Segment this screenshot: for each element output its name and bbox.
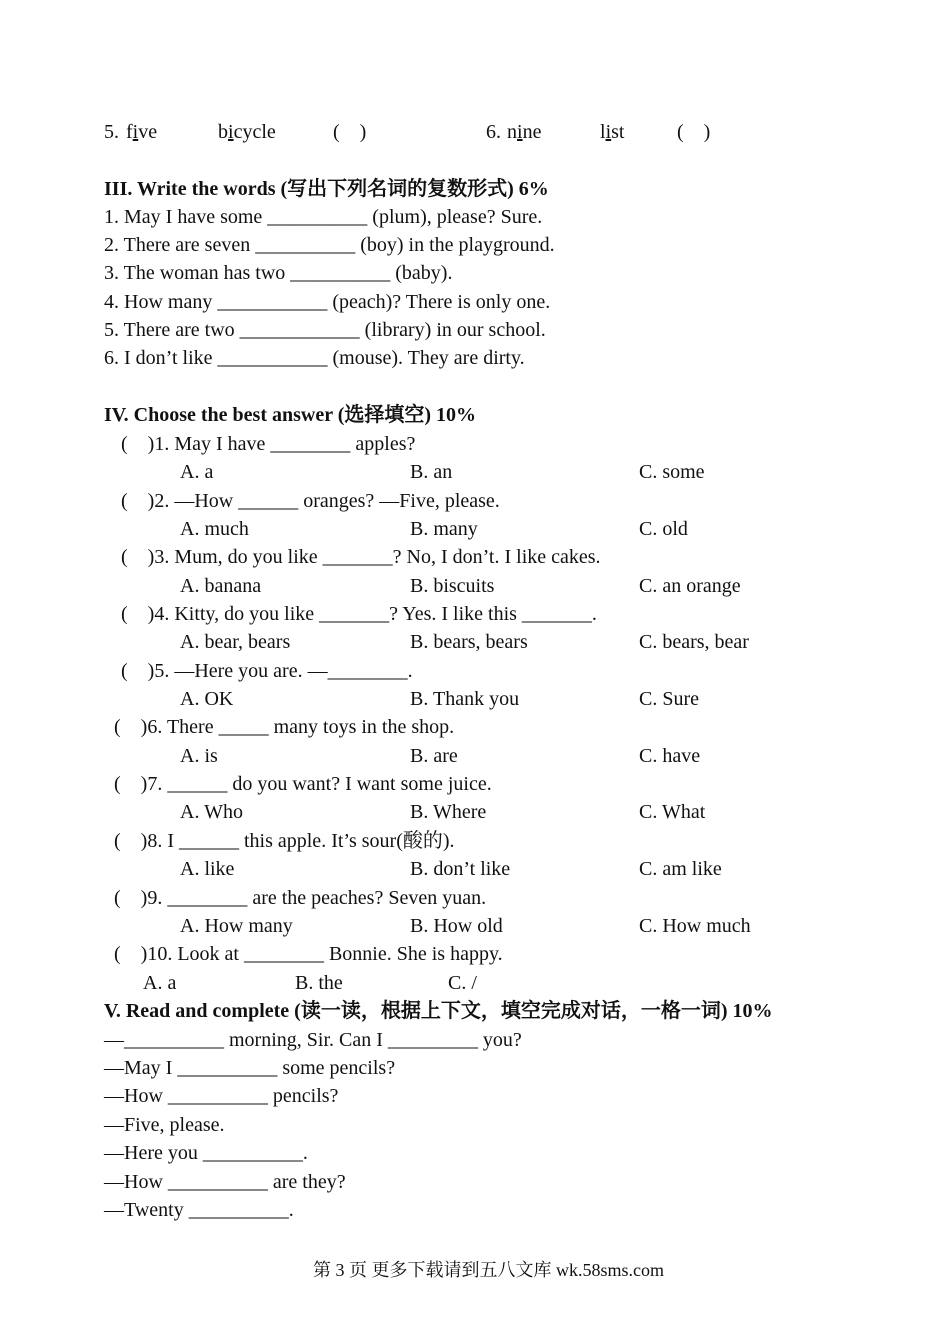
option-c: C. How much [639, 915, 751, 937]
option-a: A. banana [180, 575, 262, 597]
option-b: B. the [295, 972, 343, 994]
dialogue-line: —May I __________ some pencils? [104, 1057, 396, 1079]
phonics-q6-word1: nine [507, 121, 542, 143]
question-2: ( )2. —How ______ oranges? —Five, please. [121, 490, 500, 512]
section-3-item: 6. I don’t like ___________ (mouse). They are dirty. [104, 347, 525, 369]
section-3-item: 5. There are two ____________ (library) in our school. [104, 319, 546, 341]
option-a: A. OK [180, 688, 234, 710]
dialogue-line: —Five, please. [104, 1114, 225, 1136]
phonics-q6-number: 6. [486, 121, 506, 143]
phonics-q6-answer-paren[interactable]: ( ) [677, 121, 711, 143]
question-5: ( )5. —Here you are. —________. [121, 660, 413, 682]
option-a: A. a [180, 461, 214, 483]
option-a: A. How many [180, 915, 293, 937]
dialogue-line: —__________ morning, Sir. Can I _________ you? [104, 1029, 522, 1051]
option-b: B. an [410, 461, 453, 483]
question-9: ( )9. ________ are the peaches? Seven yuan. [114, 887, 487, 909]
dialogue-line: —How __________ pencils? [104, 1085, 339, 1107]
section-3-item: 4. How many ___________ (peach)? There is only one. [104, 291, 551, 313]
option-a: A. a [143, 972, 177, 994]
option-a: A. Who [180, 801, 243, 823]
option-a: A. bear, bears [180, 631, 291, 653]
phonics-q6-word2: list [600, 121, 625, 143]
option-b: B. are [410, 745, 458, 767]
dialogue-line: —How __________ are they? [104, 1171, 346, 1193]
option-c: C. / [448, 972, 477, 994]
option-b: B. How old [410, 915, 503, 937]
option-c: C. have [639, 745, 701, 767]
option-c: C. an orange [639, 575, 741, 597]
phonics-q5-word2: bicycle [218, 121, 276, 143]
option-c: C. old [639, 518, 688, 540]
option-b: B. many [410, 518, 478, 540]
option-c: C. bears, bear [639, 631, 749, 653]
option-b: B. Where [410, 801, 487, 823]
question-7: ( )7. ______ do you want? I want some juice. [114, 773, 492, 795]
section-5-title: V. Read and complete (读一读，根据上下文，填空完成对话，一格一词) 10% [104, 1000, 773, 1022]
question-8: ( )8. I ______ this apple. It’s sour(酸的). [114, 830, 455, 852]
section-3-item: 1. May I have some __________ (plum), please? Sure. [104, 206, 543, 228]
question-3: ( )3. Mum, do you like _______? No, I don’t. I like cakes. [121, 546, 601, 568]
page-footer: 第 3 页 更多下载请到五八文库 wk.58sms.com [313, 1260, 664, 1280]
question-6: ( )6. There _____ many toys in the shop. [114, 716, 455, 738]
dialogue-line: —Here you __________. [104, 1142, 308, 1164]
option-c: C. some [639, 461, 705, 483]
section-3-item: 2. There are seven __________ (boy) in the playground. [104, 234, 555, 256]
question-10: ( )10. Look at ________ Bonnie. She is happy. [114, 943, 503, 965]
question-4: ( )4. Kitty, do you like _______? Yes. I like this _______. [121, 603, 597, 625]
phonics-q5-answer-paren[interactable]: ( ) [333, 121, 367, 143]
dialogue-line: —Twenty __________. [104, 1199, 294, 1221]
section-3-item: 3. The woman has two __________ (baby). [104, 262, 453, 284]
question-1: ( )1. May I have ________ apples? [121, 433, 416, 455]
option-a: A. like [180, 858, 235, 880]
option-b: B. biscuits [410, 575, 495, 597]
option-c: C. Sure [639, 688, 699, 710]
option-b: B. Thank you [410, 688, 520, 710]
phonics-q5-word1: five [126, 121, 158, 143]
section-4-title: IV. Choose the best answer (选择填空) 10% [104, 404, 477, 426]
option-b: B. bears, bears [410, 631, 528, 653]
phonics-q5-number: 5. [104, 121, 124, 143]
option-c: C. am like [639, 858, 722, 880]
option-a: A. much [180, 518, 249, 540]
section-3-title: III. Write the words (写出下列名词的复数形式) 6% [104, 178, 549, 200]
option-c: C. What [639, 801, 706, 823]
option-a: A. is [180, 745, 218, 767]
option-b: B. don’t like [410, 858, 511, 880]
